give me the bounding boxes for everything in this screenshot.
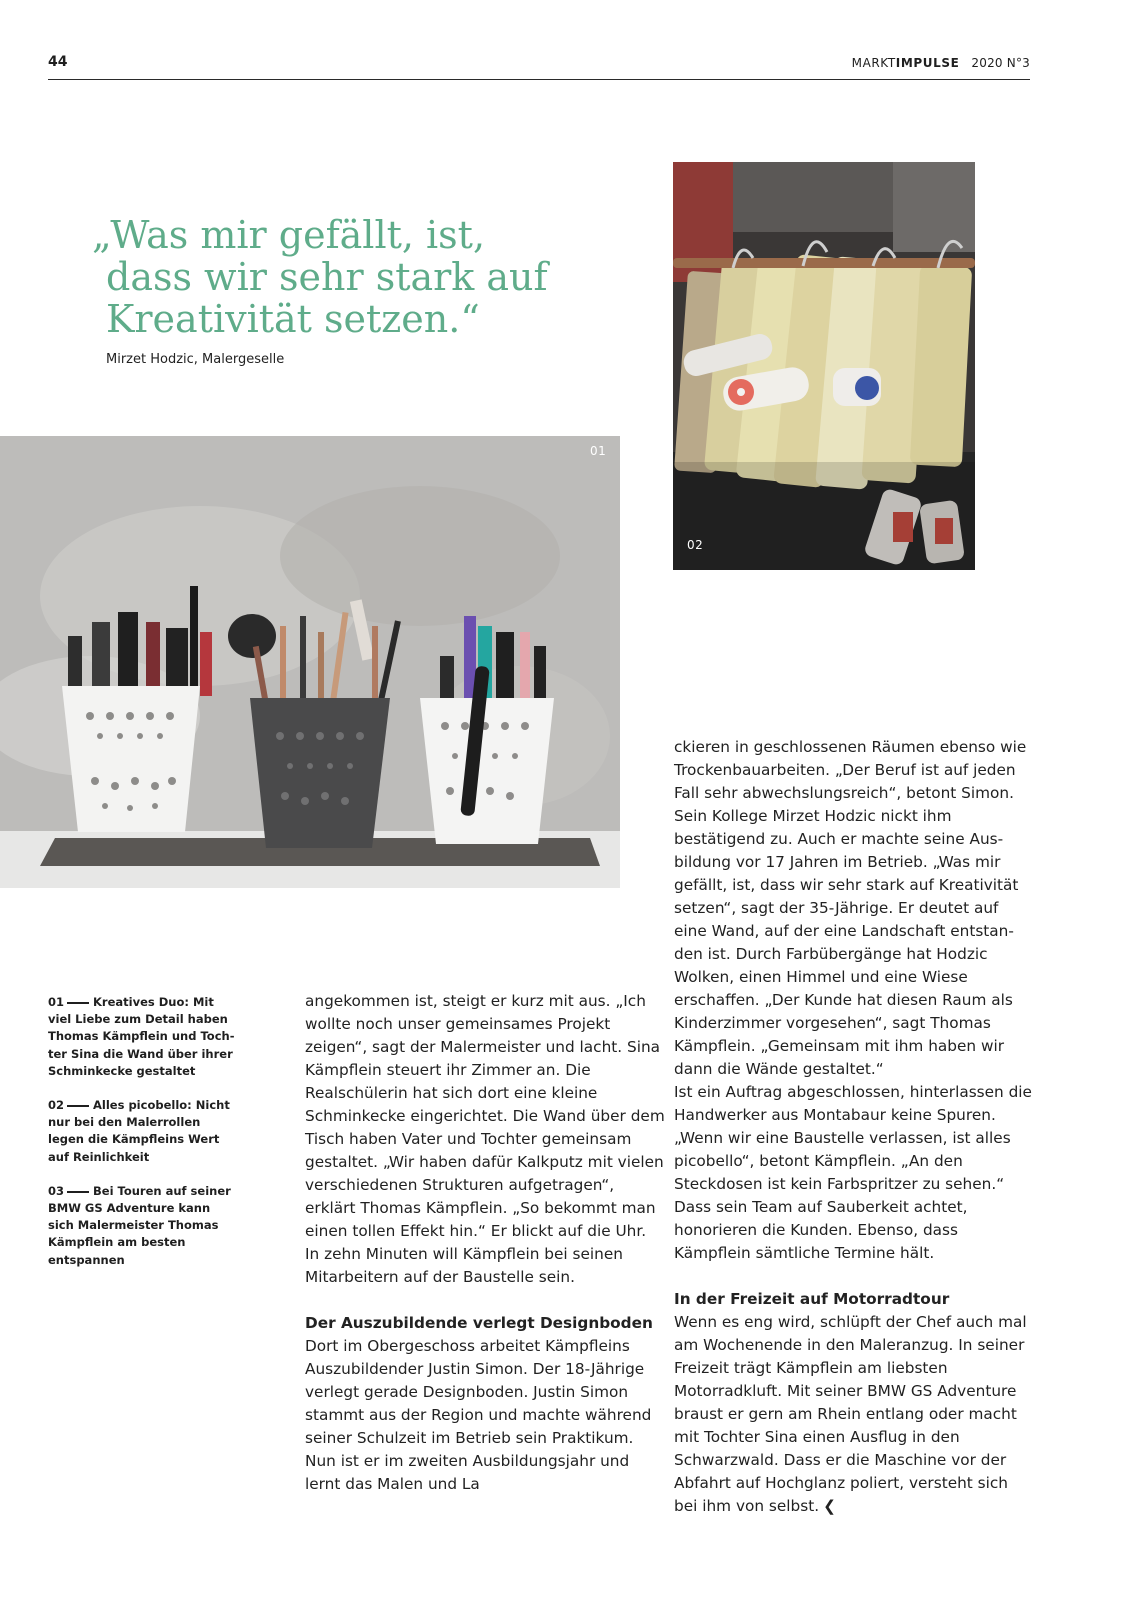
photo-captions <box>48 994 238 1286</box>
pull-quote-line-1: „Was mir gefällt, ist, <box>92 213 486 257</box>
makeup-corner-illustration <box>0 436 620 888</box>
paint-rollers-photo <box>673 162 975 570</box>
pull-quote <box>92 214 612 340</box>
caption-2-number: 02 <box>48 1098 65 1113</box>
brand-bold: IMPULSE <box>895 56 960 70</box>
paragraph-gap <box>674 1265 1034 1288</box>
page-header <box>48 52 1030 80</box>
caption-2 <box>48 1097 238 1166</box>
paragraph-gap <box>305 1289 665 1312</box>
article-subheading: Der Auszubildende verlegt Designboden <box>305 1314 653 1332</box>
caption-3 <box>48 1183 238 1269</box>
caption-2-text: Alles picobello: Nicht nur bei den Malerrollen legen die Kämpfleins Wert auf Reinlichkeit <box>48 1098 230 1164</box>
caption-rule <box>67 1191 89 1193</box>
end-mark-icon: ❮ <box>823 1497 836 1515</box>
article-paragraph: ckieren in geschlossenen Räumen ebenso wie Trockenbauarbeiten. „Der Beruf ist auf jeden Fall sehr abwechslungsreich“, betont Simon. Sein Kollege Mirzet Hodzic nickt ihm bestätigend zu. Auch er machte seine Ausbildung vor 17 Jahren im Betrieb. „Was mir gefällt, ist, dass wir sehr stark auf Kreativität setzen“, sagt der 35-Jährige. Er deutet auf eine Wand, auf der eine Landschaft entstanden ist. Durch Farbübergänge hat Hodzic Wolken, einen Himmel und eine Wiese erschaffen. „Der Kunde hat diesen Raum als Kinderzimmer vorgesehen“, sagt Thomas Kämpflein. „Gemeinsam mit ihm haben wir dann die Wände gestaltet.“ <box>674 738 1027 1078</box>
article-column-middle <box>305 990 665 1496</box>
paint-rollers-illustration <box>673 162 975 570</box>
magazine-title <box>852 56 1030 70</box>
pull-quote-line-2: dass wir sehr stark auf <box>106 255 548 299</box>
pull-quote-line-3: Kreativität setzen.“ <box>106 297 480 341</box>
caption-rule <box>67 1002 89 1004</box>
caption-3-number: 03 <box>48 1183 65 1198</box>
article-paragraph: Ist ein Auftrag abgeschlossen, hinterlassen die Handwerker aus Montabaur keine Spuren. „Wenn wir eine Baustelle verlassen, ist alles picobello“, betont Kämpflein. „An den Steckdosen ist kein Farbspritzer zu sehen.“ Dass sein Team auf Sauberkeit achtet, honorieren die Kunden. Ebenso, dass Kämpflein sämtliche Termine hält. <box>674 1083 1032 1262</box>
pull-quote-author: Mirzet Hodzic, Malergeselle <box>106 352 285 367</box>
article-paragraph: Dort im Obergeschoss arbeitet Kämpfleins Auszubildender Justin Simon. Der 18-Jährige verlegt gerade Designboden. Justin Simon stammt aus der Region und machte während seiner Schulzeit im Betrieb sein Praktikum. Nun ist er im zweiten Ausbildungsjahr und lernt das Malen und La <box>305 1337 652 1493</box>
photo-2-number: 02 <box>687 538 704 552</box>
article-final-text: Wenn es eng wird, schlüpft der Chef auch mal am Wochenende in den Maleranzug. In seiner Freizeit trägt Kämpflein am liebsten Motorradkluft. Mit seiner BMW GS Adventure braust er gern am Rhein entlang oder macht mit Tochter Sina einen Ausflug in den Schwarzwald. Dass er die Maschine vor der Abfahrt auf Hochglanz poliert, versteht sich bei ihm von selbst. <box>674 1313 1027 1515</box>
photo-1-number: 01 <box>590 444 607 458</box>
brand-light: MARKT <box>851 56 896 70</box>
caption-1 <box>48 994 238 1080</box>
article-paragraph: angekommen ist, steigt er kurz mit aus. „Ich wollte noch unser gemeinsames Projekt zeigen“, sagt der Malermeister und lacht. Sina Kämpflein steuert ihr Zimmer an. Die Realschülerin hat sich dort eine kleine Schminkecke eingerichtet. Die Wand über dem Tisch haben Vater und Tochter gemeinsam gestaltet. „Wir haben dafür Kalkputz mit vielen verschiedenen Strukturen aufgetragen“, erklärt Thomas Kämpflein. „So bekommt man einen tollen Effekt hin.“ Er blickt auf die Uhr. In zehn Minuten will Kämpflein bei seinen Mitarbeitern auf der Baustelle sein. <box>305 992 665 1286</box>
caption-1-text: Kreatives Duo: Mit viel Liebe zum Detail haben Thomas Kämpflein und Tochter Sina die Wand über ihrer Schminkecke gestaltet <box>48 995 235 1078</box>
issue-label: 2020 N°3 <box>971 56 1030 70</box>
caption-3-text: Bei Touren auf seiner BMW GS Adventure kann sich Malermeister Thomas Kämpflein am besten entspannen <box>48 1183 231 1267</box>
caption-rule <box>67 1105 89 1107</box>
article-subheading: In der Freizeit auf Motorradtour <box>674 1290 950 1308</box>
article-column-right <box>674 736 1034 1518</box>
makeup-corner-photo <box>0 436 620 888</box>
caption-1-number: 01 <box>48 995 65 1009</box>
page-number: 44 <box>48 54 68 70</box>
article-paragraph-final <box>674 1311 1034 1518</box>
